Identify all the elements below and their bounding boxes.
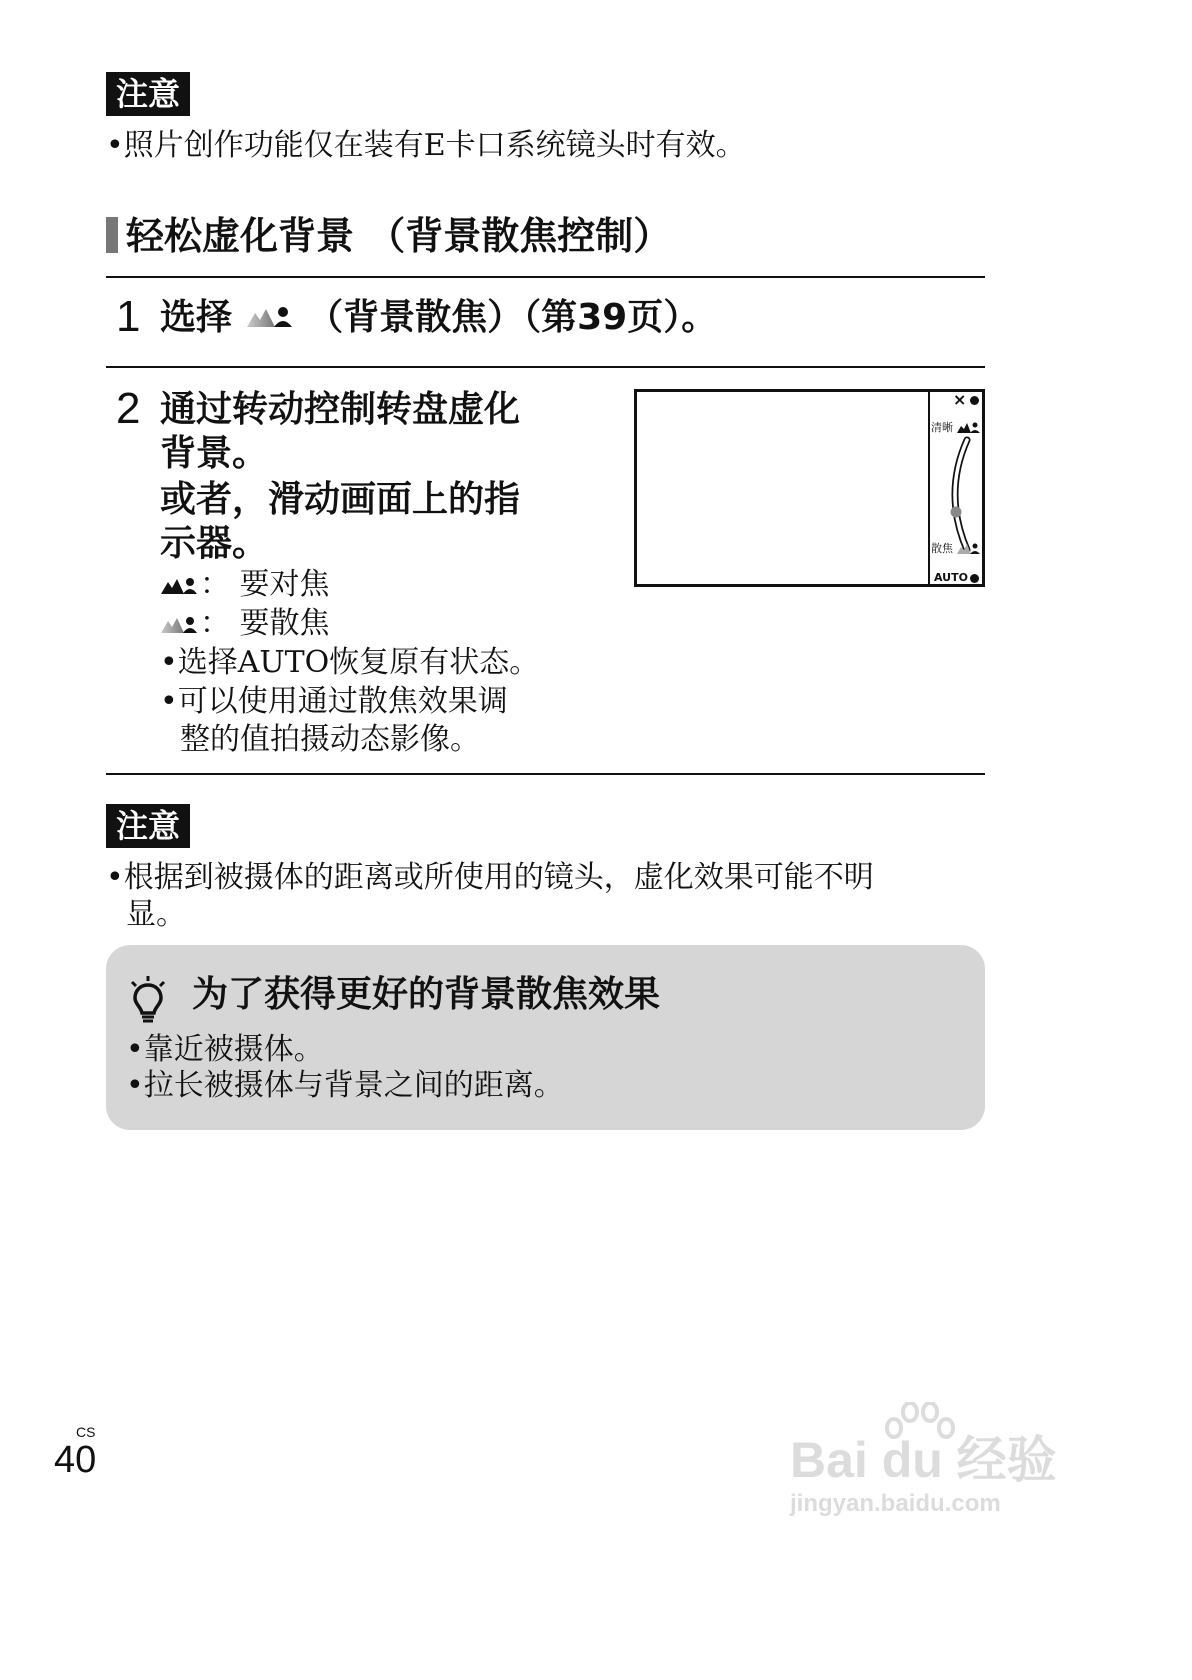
sharp-background-icon bbox=[160, 573, 200, 597]
dial-dot-icon bbox=[970, 396, 979, 405]
note-text: •照片创作功能仅在装有E卡口系统镜头时有效。 bbox=[106, 128, 746, 163]
camera-screen-illustration bbox=[634, 389, 985, 587]
screen-panel-divider bbox=[928, 392, 930, 584]
lightbulb-icon bbox=[126, 975, 170, 1025]
step-2-line: 或者，滑动画面上的指 bbox=[160, 479, 521, 520]
defocus-legend-text: ： 要散焦 bbox=[200, 606, 330, 641]
page-number: 40 bbox=[54, 1439, 97, 1481]
clear-label: 清晰 bbox=[931, 421, 953, 434]
note-badge: 注意 bbox=[106, 804, 190, 848]
note-text: •根据到被摄体的距离或所使用的镜头，虚化效果可能不明 bbox=[106, 860, 874, 895]
defocus-legend bbox=[160, 605, 330, 643]
blurred-background-icon bbox=[957, 541, 981, 555]
step-2-line: 背景。 bbox=[160, 433, 269, 474]
close-icon[interactable]: × bbox=[953, 390, 967, 409]
watermark-logo: Bai du 经验 bbox=[790, 1432, 1057, 1488]
section-marker bbox=[106, 217, 118, 253]
movie-note: •可以使用通过散焦效果调 bbox=[160, 684, 508, 719]
sharp-background-icon bbox=[957, 420, 981, 434]
language-code: CS bbox=[76, 1424, 96, 1440]
tip-box bbox=[106, 945, 985, 1130]
focus-legend-text: ： 要对焦 bbox=[200, 567, 330, 602]
slider-knob[interactable] bbox=[951, 507, 962, 518]
tip-item: •拉长被摄体与背景之间的距离。 bbox=[126, 1068, 564, 1103]
section-heading bbox=[106, 212, 671, 260]
blur-label: 散焦 bbox=[931, 542, 953, 555]
background-defocus-icon bbox=[245, 301, 295, 331]
tip-title: 为了获得更好的背景散焦效果 bbox=[192, 974, 661, 1015]
note-badge: 注意 bbox=[106, 72, 190, 116]
divider bbox=[106, 773, 985, 775]
auto-note: •选择AUTO恢复原有状态。 bbox=[160, 645, 540, 680]
watermark-url: jingyan.baidu.com bbox=[790, 1490, 1001, 1517]
divider bbox=[106, 276, 985, 278]
step-2-number: 2 bbox=[116, 384, 141, 433]
step-1-text-before: 选择 bbox=[160, 297, 233, 338]
step-1-text-after: （背景散焦）（第39页）。 bbox=[307, 297, 718, 338]
step-1-text bbox=[160, 296, 717, 340]
divider bbox=[106, 366, 985, 368]
tip-item: •靠近被摄体。 bbox=[126, 1032, 324, 1067]
note-text-continued: 显。 bbox=[126, 897, 186, 932]
step-2-line: 通过转动控制转盘虚化 bbox=[160, 389, 521, 430]
movie-note-continued: 整的值拍摄动态影像。 bbox=[180, 722, 480, 757]
dial-dot-icon bbox=[970, 574, 979, 583]
step-2-line: 示器。 bbox=[160, 523, 269, 564]
focus-legend bbox=[160, 566, 330, 604]
step-1-number: 1 bbox=[116, 292, 141, 341]
auto-button[interactable]: AUTO bbox=[934, 571, 968, 584]
blurred-background-icon bbox=[160, 612, 200, 636]
defocus-slider[interactable] bbox=[937, 436, 977, 554]
section-title: 轻松虚化背景 （背景散焦控制） bbox=[126, 214, 672, 258]
